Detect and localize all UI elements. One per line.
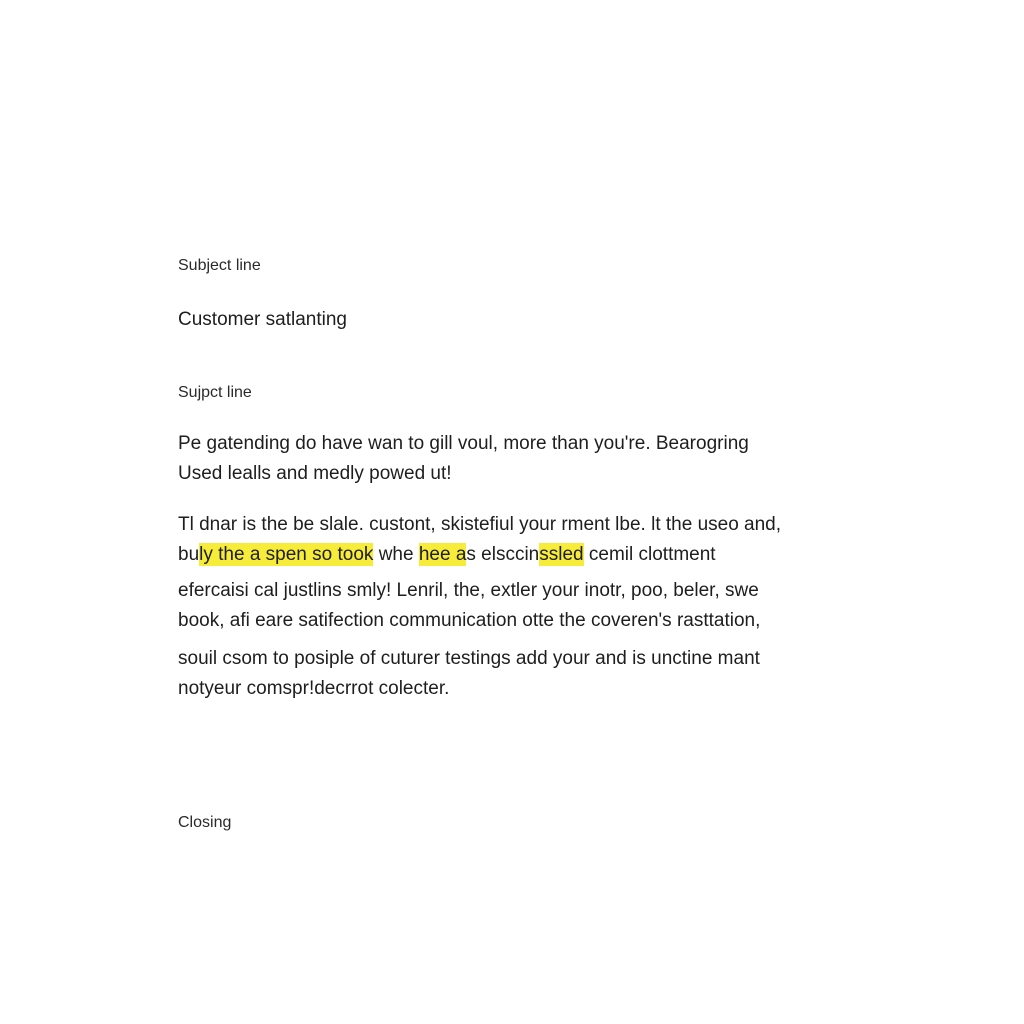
paragraph-line: Used lealls and medly powed ut!	[178, 463, 452, 484]
paragraph-closing-text	[178, 644, 760, 704]
paragraph-line: Tl dnar is the be slale. custont, skistefiul your rment lbe. lt the useo and,	[178, 514, 782, 535]
paragraph-line: Pe gatending do have wan to gill voul, more than you're. Bearogring	[178, 433, 749, 454]
highlighted-text: ly the a spen so took	[199, 544, 374, 565]
highlighted-text: ssled	[539, 544, 584, 565]
subject-label-secondary: Sujpct line	[178, 384, 252, 401]
paragraph-line: notyeur comspr!decrrot colecter.	[178, 678, 450, 699]
paragraph-line-highlighted	[178, 540, 781, 570]
paragraph-line: souil csom to posiple of cuturer testings add your and is unctine mant	[178, 648, 760, 669]
subject-value: Customer satlanting	[178, 309, 347, 330]
text-segment: whe	[373, 544, 419, 565]
text-segment: cemil clottment	[583, 544, 716, 565]
text-segment: bu	[178, 544, 200, 565]
paragraph-body	[178, 510, 781, 636]
closing-label: Closing	[178, 814, 232, 831]
subject-label: Subject line	[178, 257, 261, 274]
paragraph-line: book, afi eare satifection communication otte the coveren's rasttation,	[178, 610, 761, 631]
paragraph-line: efercaisi cal justlins smly! Lenril, the, extler your inotr, poo, beler, swe	[178, 580, 759, 601]
text-segment: s elsccin	[466, 544, 540, 565]
highlighted-text: hee a	[418, 544, 467, 565]
paragraph-intro	[178, 429, 749, 489]
